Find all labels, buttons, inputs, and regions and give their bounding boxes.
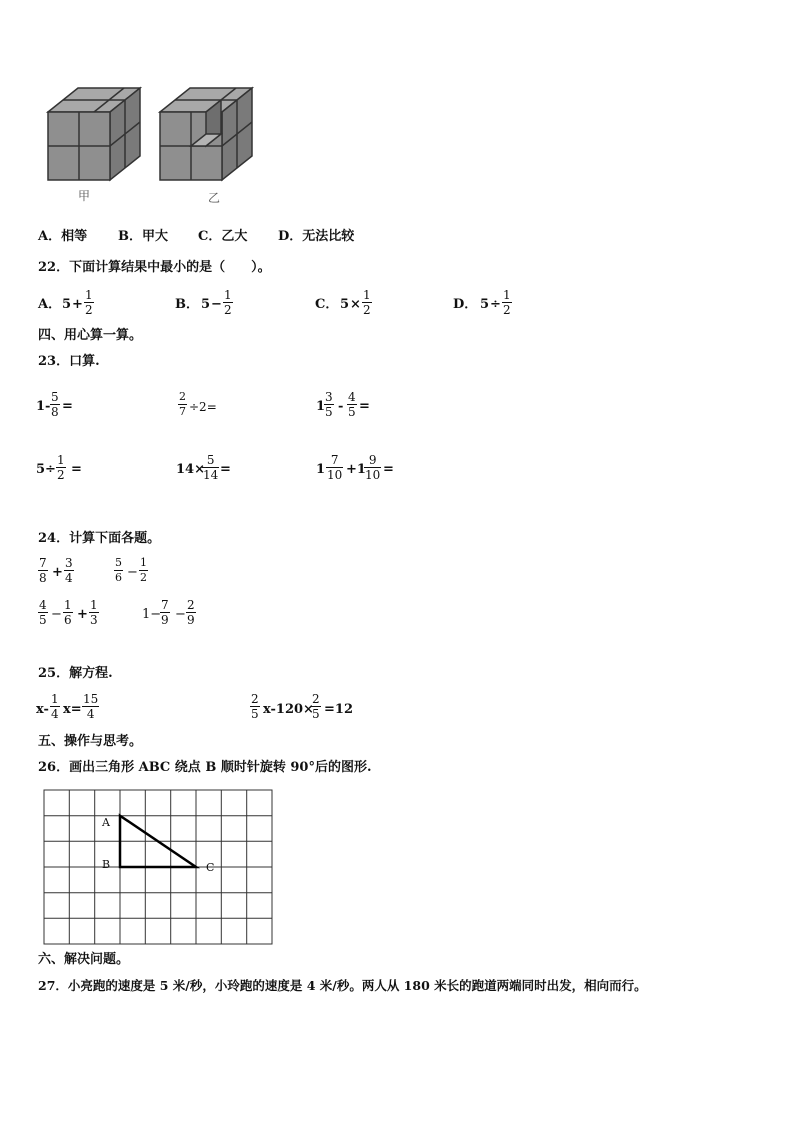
q24-expr-3 [38, 598, 128, 634]
fraction-2 [347, 390, 357, 419]
fraction-2 [64, 556, 74, 585]
cube-jia [48, 88, 140, 180]
fraction-1 [326, 453, 343, 482]
denominator: 4 [65, 571, 73, 585]
denominator: 5 [348, 405, 356, 419]
operator: − [127, 565, 138, 580]
denominator: 10 [365, 468, 381, 482]
whole: 5 [62, 297, 72, 312]
q24-expr-1 [38, 556, 108, 592]
fraction [56, 453, 66, 482]
numerator: 7 [39, 556, 47, 570]
fraction-1 [324, 390, 334, 419]
denominator: 7 [179, 405, 186, 418]
operator-2: + [77, 607, 88, 622]
middle: x-120× [263, 702, 314, 717]
q23-r2c3 [316, 453, 416, 489]
operator: × [350, 297, 361, 312]
denominator: 14 [203, 468, 219, 482]
fraction [362, 288, 372, 317]
q24-expr-4 [142, 598, 232, 634]
cube-figure [36, 84, 266, 214]
denominator: 3 [90, 613, 98, 627]
numerator: 1 [363, 288, 371, 302]
q26-stem: 26．画出三角形 ABC 绕点 B 顺时针旋转 90°后的图形. [38, 760, 372, 775]
equals: = [71, 462, 82, 477]
numerator: 2 [187, 598, 195, 612]
denominator: 2 [224, 303, 232, 317]
operator: + [72, 297, 83, 312]
equals: = [62, 399, 73, 414]
numerator: 2 [312, 692, 320, 706]
q23-r1c2 [178, 390, 258, 426]
q21-option-c: C．乙大 [198, 229, 248, 244]
numerator: 7 [161, 598, 169, 612]
vertex-label-b: B [102, 858, 111, 871]
operator-1: − [51, 607, 62, 622]
operator: + [52, 565, 63, 580]
operator: − [175, 607, 186, 622]
denominator: 4 [82, 706, 99, 721]
numerator: 9 [368, 453, 377, 467]
fraction-3 [89, 598, 99, 627]
vertex-label-a: A [102, 816, 110, 829]
numerator: 1 [90, 598, 98, 612]
q24-expr-2 [114, 556, 184, 592]
equals: = [359, 399, 370, 414]
q23-r1c3 [316, 390, 406, 426]
divide-expr: ÷2= [189, 400, 217, 414]
denominator: 5 [325, 405, 333, 419]
denominator: 9 [187, 613, 195, 627]
whole: 5 [340, 297, 350, 312]
numerator: 2 [179, 390, 186, 403]
cube-label-jia: 甲 [78, 189, 91, 203]
q22-option-d [453, 288, 543, 324]
q21-option-a: A．相等 [38, 229, 88, 244]
cube-label-yi: 乙 [208, 191, 221, 205]
denominator: 9 [161, 613, 169, 627]
denominator: 4 [51, 707, 59, 721]
operator: ÷ [490, 297, 501, 312]
denominator: 2 [57, 468, 65, 482]
denominator: 5 [251, 707, 259, 721]
whole: 5 [201, 297, 211, 312]
numerator: 5 [51, 390, 59, 404]
denominator: 6 [64, 613, 72, 627]
denominator: 2 [140, 571, 147, 584]
q23-r2c2 [176, 453, 256, 489]
section-5-heading: 五、操作与思考。 [38, 734, 143, 749]
q26-grid-figure [40, 788, 276, 948]
prefix: 14× [176, 462, 205, 477]
option-label: B． [175, 297, 199, 312]
prefix: x- [36, 702, 49, 717]
section-4-heading: 四、用心算一算。 [38, 328, 143, 343]
numerator: 5 [206, 453, 215, 467]
q23-r1c1 [36, 390, 116, 426]
q22-stem: 22．下面计算结果中最小的是（ ）。 [38, 260, 271, 275]
cube-drawing [36, 84, 266, 214]
fraction-2 [63, 598, 73, 627]
q25-equation-1 [36, 692, 126, 728]
operator: +1 [346, 462, 366, 477]
prefix: 5÷ [36, 462, 56, 477]
numerator: 4 [39, 598, 47, 612]
numerator: 5 [115, 556, 122, 569]
fraction-1 [38, 556, 48, 585]
whole: 5 [480, 297, 490, 312]
denominator: 10 [327, 468, 343, 482]
fraction-1 [250, 692, 260, 721]
denominator: 5 [39, 613, 47, 627]
equals: = [220, 462, 231, 477]
fraction [223, 288, 233, 317]
fraction-2 [311, 692, 321, 721]
vertex-label-c: C [206, 861, 215, 874]
whole: 1 [316, 462, 326, 477]
prefix: 1− [142, 607, 162, 622]
q22-option-c [315, 288, 405, 324]
q25-stem: 25．解方程. [38, 666, 113, 681]
fraction-2 [82, 692, 99, 721]
numerator: 1 [64, 598, 72, 612]
numerator: 1 [57, 453, 65, 467]
numerator: 1 [503, 288, 511, 302]
fraction-2 [139, 556, 148, 585]
option-label: A． [38, 297, 62, 312]
denominator: 8 [51, 405, 59, 419]
fraction-1 [114, 556, 123, 585]
q22-option-a [38, 288, 128, 324]
q27-stem: 27．小亮跑的速度是 5 米/秒，小玲跑的速度是 4 米/秒。两人从 180 米长的跑道两端同时出发，相向而行。 [38, 978, 647, 993]
numerator: 1 [224, 288, 232, 302]
numerator: 7 [330, 453, 339, 467]
numerator: 1 [140, 556, 147, 569]
fraction-2 [364, 453, 381, 482]
numerator: 4 [348, 390, 356, 404]
fraction-1 [160, 598, 170, 627]
q23-stem: 23．口算. [38, 354, 100, 369]
grid-drawing [40, 788, 276, 948]
equals: = [383, 462, 394, 477]
fraction-2 [186, 598, 196, 627]
fraction [84, 288, 94, 317]
numerator: 15 [83, 692, 99, 706]
cube-yi [160, 88, 252, 180]
fraction [50, 390, 60, 419]
fraction [202, 453, 219, 482]
section-6-heading: 六、解决问题。 [38, 952, 130, 967]
denominator: 5 [312, 707, 320, 721]
denominator: 2 [85, 303, 93, 317]
fraction [178, 390, 187, 419]
fraction-1 [38, 598, 48, 627]
prefix: 1- [36, 399, 51, 414]
denominator: 2 [363, 303, 371, 317]
numerator: 3 [325, 390, 333, 404]
fraction [502, 288, 512, 317]
denominator: 8 [39, 571, 47, 585]
option-label: C． [315, 297, 339, 312]
denominator: 2 [503, 303, 511, 317]
fraction-1 [50, 692, 60, 721]
operator: − [211, 297, 222, 312]
q22-option-b [175, 288, 265, 324]
q21-option-d: D．无法比较 [278, 229, 355, 244]
numerator: 1 [51, 692, 59, 706]
whole: 1 [316, 399, 326, 414]
numerator: 1 [85, 288, 93, 302]
q25-equation-2 [250, 692, 370, 728]
q23-r2c1 [36, 453, 116, 489]
option-label: D． [453, 297, 478, 312]
operator: - [338, 399, 344, 414]
q21-option-b: B．甲大 [118, 229, 168, 244]
q24-stem: 24．计算下面各题。 [38, 531, 161, 546]
middle: x= [63, 702, 82, 717]
numerator: 3 [65, 556, 73, 570]
denominator: 6 [115, 571, 122, 584]
numerator: 2 [251, 692, 259, 706]
result: =12 [324, 702, 353, 717]
